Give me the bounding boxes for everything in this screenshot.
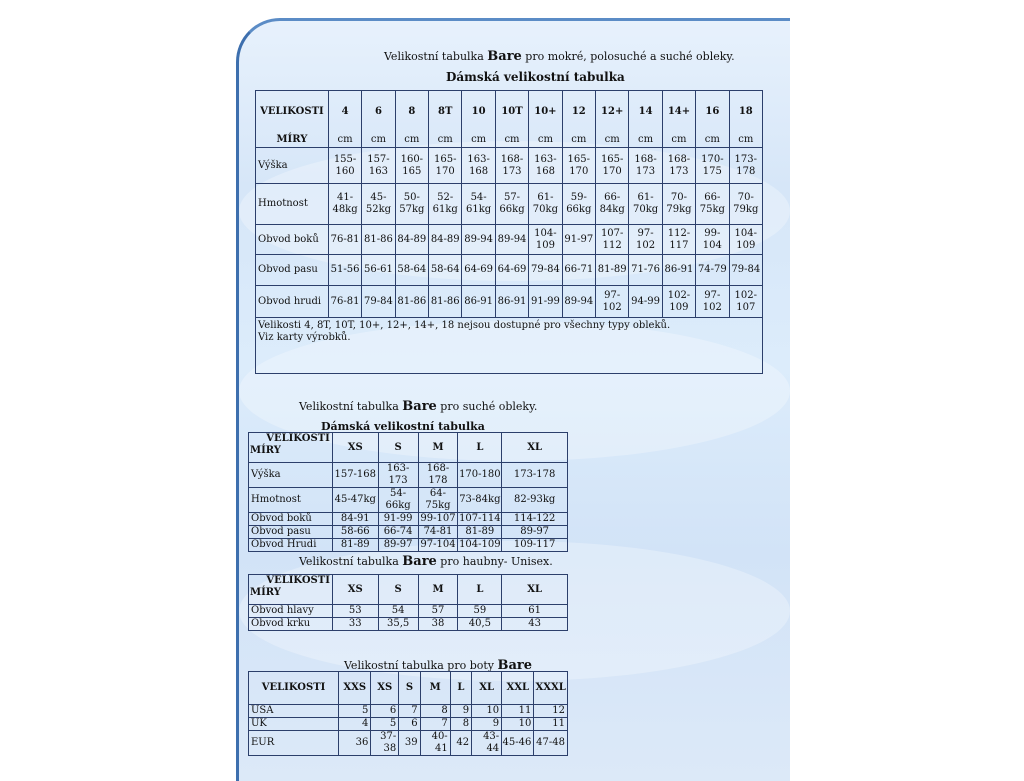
row-label: Obvod boků — [249, 513, 333, 526]
table-row — [256, 225, 763, 255]
table-cell: 81-86 — [429, 286, 462, 318]
table-cell: 81-86 — [362, 225, 395, 255]
table-cell: 74-79 — [696, 255, 729, 286]
sizes-header: VELIKOSTI — [256, 91, 329, 133]
size-header: 10T — [495, 91, 528, 133]
row-label: UK — [249, 718, 339, 731]
table-cell: 107-114 — [459, 513, 501, 524]
table-cell: 84-91 — [332, 513, 378, 526]
table-cell: 7 — [420, 718, 450, 731]
row-label: EUR — [249, 731, 339, 756]
table-cell: 89-94 — [562, 286, 595, 318]
table-cell: 50-57kg — [395, 184, 428, 225]
size-header: XL — [502, 575, 568, 605]
size-header: L — [450, 672, 471, 705]
table-cell: 94-99 — [629, 286, 662, 318]
table-cell: 79-84 — [529, 255, 562, 286]
hood-size-table — [248, 574, 568, 631]
table-row — [249, 463, 568, 488]
size-header: 14 — [629, 91, 662, 133]
table-cell: 82-93kg — [502, 488, 568, 513]
table-cell: 99-104 — [696, 225, 729, 255]
table-cell: 163-168 — [529, 148, 562, 184]
table-cell: 37-38 — [371, 731, 399, 756]
table-cell: 64-75kg — [418, 488, 458, 513]
size-header: 8T — [429, 91, 462, 133]
table-cell: 165-170 — [595, 148, 628, 184]
table-cell: 64-69 — [495, 255, 528, 286]
table-cell: 89-94 — [462, 225, 495, 255]
heading-prefix: Velikostní tabulka — [299, 400, 403, 413]
unit-cell: cm — [729, 133, 762, 148]
size-header: 12+ — [595, 91, 628, 133]
note-row — [256, 318, 763, 374]
table-row — [249, 513, 568, 526]
corner-header — [249, 575, 333, 605]
table-cell: 57 — [418, 605, 458, 618]
table-row — [249, 488, 568, 513]
table-cell: 160-165 — [395, 148, 428, 184]
sizes-row — [249, 433, 568, 463]
size-header: XS — [332, 433, 378, 463]
table-row — [249, 731, 568, 756]
womens-size-table — [255, 90, 763, 374]
table-cell: 170-175 — [696, 148, 729, 184]
table-cell: 53 — [332, 605, 378, 618]
unit-cell: cm — [429, 133, 462, 148]
table-cell: 74-81 — [418, 526, 458, 539]
row-label: Obvod pasu — [256, 255, 329, 286]
table-cell: 102-109 — [662, 286, 695, 318]
sizes-header: VELIKOSTI — [266, 433, 330, 444]
sizes-header: VELIKOSTI — [266, 575, 330, 586]
table-cell: 38 — [418, 618, 458, 631]
table-cell: 43 — [502, 618, 568, 631]
table-cell: 52-61kg — [429, 184, 462, 225]
table-cell: 84-89 — [395, 225, 428, 255]
size-header: XXS — [339, 672, 371, 705]
unit-cell: cm — [362, 133, 395, 148]
table-cell: 45-47kg — [332, 488, 378, 513]
table-cell: 104-109 — [529, 225, 562, 255]
row-label: Obvod hrudi — [256, 286, 329, 318]
table-cell: 58-64 — [429, 255, 462, 286]
size-header: M — [420, 672, 450, 705]
table-cell: 155-160 — [328, 148, 361, 184]
table-cell: 5 — [339, 705, 371, 718]
size-header: 10 — [462, 91, 495, 133]
table-cell: 39 — [399, 731, 420, 756]
drysuit-size-table — [248, 432, 568, 552]
size-header: XS — [332, 575, 378, 605]
table-cell: 86-91 — [662, 255, 695, 286]
table-cell: 66-75kg — [696, 184, 729, 225]
table-cell: 97-102 — [696, 286, 729, 318]
size-header: XL — [472, 672, 502, 705]
heading-suffix: pro suché obleky. — [436, 400, 538, 413]
table-row — [249, 718, 568, 731]
size-header: 16 — [696, 91, 729, 133]
table-row — [256, 255, 763, 286]
table1-title: Dámská velikostní tabulka — [446, 70, 625, 84]
table-cell: 97-102 — [595, 286, 628, 318]
table-cell: 107-112 — [595, 225, 628, 255]
table-cell: 66-71 — [562, 255, 595, 286]
table-cell: 11 — [534, 718, 568, 731]
table-cell: 114-122 — [502, 513, 568, 526]
table-cell: 89-97 — [378, 539, 418, 552]
table-cell: 12 — [534, 705, 568, 718]
size-header: 6 — [362, 91, 395, 133]
size-header: 18 — [729, 91, 762, 133]
row-label: Obvod boků — [256, 225, 329, 255]
measures-header: MÍRY — [256, 133, 329, 148]
unit-cell: cm — [696, 133, 729, 148]
size-header: L — [458, 433, 502, 463]
table-cell: 51-56 — [328, 255, 361, 286]
row-label: Výška — [256, 148, 329, 184]
table-cell: 5 — [371, 718, 399, 731]
table-cell: 42 — [450, 731, 471, 756]
row-label: Obvod Hrudi — [249, 539, 333, 552]
table-cell: 163-173 — [378, 463, 418, 488]
brand-name: Bare — [487, 49, 522, 64]
table-cell: 43-44 — [472, 731, 502, 756]
row-label: Hmotnost — [249, 488, 333, 513]
size-header: XL — [502, 433, 568, 463]
table-cell: 54-66kg — [378, 488, 418, 513]
heading-prefix: Velikostní tabulka pro boty — [344, 659, 498, 672]
unit-cell: cm — [595, 133, 628, 148]
unit-cell: cm — [662, 133, 695, 148]
table-cell: 81-89 — [595, 255, 628, 286]
table-row — [249, 605, 568, 618]
table-cell: 36 — [339, 731, 371, 756]
table-cell: 7 — [399, 705, 420, 718]
availability-note: Velikosti 4, 8T, 10T, 10+, 12+, 14+, 18 nejsou dostupné pro všechny typy obleků. Viz karty výrobků. — [256, 318, 763, 374]
table-cell: 64-69 — [462, 255, 495, 286]
table-cell: 54 — [378, 605, 418, 618]
units-row — [256, 133, 763, 148]
table-cell: 89-97 — [502, 526, 568, 539]
table-cell: 61-70kg — [529, 184, 562, 225]
table-cell: 10 — [472, 705, 502, 718]
table-cell: 73-84kg — [458, 488, 502, 513]
table-row — [249, 618, 568, 631]
table-cell: 66-84kg — [595, 184, 628, 225]
section1-heading — [384, 49, 735, 64]
table-cell: 168-173 — [662, 148, 695, 184]
size-header: XXXL — [534, 672, 568, 705]
table-cell: 86-91 — [495, 286, 528, 318]
table-cell: 9 — [472, 718, 502, 731]
table-cell: 70-79kg — [662, 184, 695, 225]
table-cell: 168-173 — [495, 148, 528, 184]
table-cell: 59-66kg — [562, 184, 595, 225]
table-cell: 76-81 — [328, 286, 361, 318]
table-cell: 91-99 — [529, 286, 562, 318]
size-header: 10+ — [529, 91, 562, 133]
table-cell: 56-61 — [362, 255, 395, 286]
sizes-row — [249, 575, 568, 605]
size-chart-panel — [236, 18, 790, 781]
table-row — [249, 705, 568, 718]
table-row — [249, 539, 568, 552]
table-cell: 79-84 — [729, 255, 762, 286]
table-cell: 58-64 — [395, 255, 428, 286]
table-row — [256, 148, 763, 184]
table-cell: 71-76 — [629, 255, 662, 286]
table-cell: 79-84 — [362, 286, 395, 318]
table-cell: 11 — [502, 705, 534, 718]
measures-header: MÍRY — [250, 587, 281, 598]
table-cell: 173-178 — [502, 463, 568, 488]
table-cell: 8 — [450, 718, 471, 731]
table-cell: 47-48 — [534, 731, 568, 756]
table-cell: 41-48kg — [328, 184, 361, 225]
sizes-row — [249, 672, 568, 705]
table-row — [256, 286, 763, 318]
heading-suffix: pro haubny- Unisex. — [436, 555, 553, 568]
table-cell: 109-117 — [502, 539, 568, 552]
sizes-header: VELIKOSTI — [249, 672, 339, 705]
size-header: 8 — [395, 91, 428, 133]
unit-cell: cm — [462, 133, 495, 148]
table-cell: 97-104 — [418, 539, 458, 552]
row-label: USA — [249, 705, 339, 718]
table-row — [256, 184, 763, 225]
brand-name: Bare — [402, 554, 437, 569]
table-cell: 58-66 — [332, 526, 378, 539]
brand-name: Bare — [402, 399, 437, 414]
size-header: S — [378, 575, 418, 605]
table-cell: 163-168 — [462, 148, 495, 184]
size-header: M — [418, 433, 458, 463]
table2-title: Dámská velikostní tabulka — [321, 420, 485, 433]
unit-cell: cm — [629, 133, 662, 148]
row-label: Obvod krku — [249, 618, 333, 631]
table-cell: 4 — [339, 718, 371, 731]
size-header: M — [418, 575, 458, 605]
row-label: Hmotnost — [256, 184, 329, 225]
table-cell: 81-89 — [458, 526, 502, 539]
unit-cell: cm — [529, 133, 562, 148]
corner-header — [249, 433, 333, 463]
row-label: Obvod pasu — [249, 526, 333, 539]
size-header: S — [378, 433, 418, 463]
size-header: L — [458, 575, 502, 605]
table-cell: 6 — [399, 718, 420, 731]
table-cell: 173-178 — [729, 148, 762, 184]
table-cell: 157-163 — [362, 148, 395, 184]
row-label: Obvod hlavy — [249, 605, 333, 618]
boot-size-table — [248, 671, 568, 756]
heading-suffix: pro mokré, polosuché a suché obleky. — [521, 50, 735, 63]
unit-cell: cm — [395, 133, 428, 148]
table-cell: 40-41 — [420, 731, 450, 756]
table-cell: 97-102 — [629, 225, 662, 255]
table-cell: 104-109 — [459, 539, 501, 550]
table-cell: 57-66kg — [495, 184, 528, 225]
table-cell: 66-74 — [378, 526, 418, 539]
table-cell: 8 — [420, 705, 450, 718]
table-cell: 157-168 — [332, 463, 378, 488]
table-cell: 76-81 — [328, 225, 361, 255]
table-cell: 165-170 — [429, 148, 462, 184]
table-cell: 170-180 — [458, 463, 502, 488]
size-header: S — [399, 672, 420, 705]
brand-name: Bare — [497, 658, 533, 673]
table-cell: 104-109 — [729, 225, 762, 255]
unit-cell: cm — [495, 133, 528, 148]
size-header: 14+ — [662, 91, 695, 133]
size-header: 12 — [562, 91, 595, 133]
section3-heading — [299, 554, 553, 569]
table-cell: 168-173 — [629, 148, 662, 184]
table-cell: 9 — [450, 705, 471, 718]
section2-heading — [299, 399, 537, 414]
heading-prefix: Velikostní tabulka — [384, 50, 488, 63]
table-cell: 6 — [371, 705, 399, 718]
table-cell: 35,5 — [378, 618, 418, 631]
measures-header: MÍRY — [250, 445, 281, 456]
row-label: Výška — [249, 463, 333, 488]
table-cell: 54-61kg — [462, 184, 495, 225]
table-cell: 84-89 — [429, 225, 462, 255]
unit-cell: cm — [328, 133, 361, 148]
table-cell: 112-117 — [662, 225, 695, 255]
table-cell: 89-94 — [495, 225, 528, 255]
table-cell: 81-89 — [332, 539, 378, 552]
table-cell: 61 — [502, 605, 568, 618]
table-row — [249, 526, 568, 539]
size-header: 4 — [328, 91, 361, 133]
table-cell: 86-91 — [462, 286, 495, 318]
table-cell: 45-52kg — [362, 184, 395, 225]
size-header: XXL — [502, 672, 534, 705]
sizes-row — [256, 91, 763, 133]
table-cell: 10 — [502, 718, 534, 731]
table-cell: 81-86 — [395, 286, 428, 318]
table-cell: 102-107 — [729, 286, 762, 318]
table-cell: 33 — [332, 618, 378, 631]
table-cell: 70-79kg — [729, 184, 762, 225]
table-cell: 99-107 — [418, 513, 458, 526]
unit-cell: cm — [562, 133, 595, 148]
table-cell: 91-97 — [562, 225, 595, 255]
heading-prefix: Velikostní tabulka — [299, 555, 403, 568]
table-cell: 40,5 — [458, 618, 502, 631]
table-cell: 45-46 — [502, 731, 534, 756]
table-cell: 59 — [458, 605, 502, 618]
size-header: XS — [371, 672, 399, 705]
table-cell: 165-170 — [562, 148, 595, 184]
table-cell: 61-70kg — [629, 184, 662, 225]
table-cell: 91-99 — [378, 513, 418, 526]
table-cell: 168-178 — [418, 463, 458, 488]
